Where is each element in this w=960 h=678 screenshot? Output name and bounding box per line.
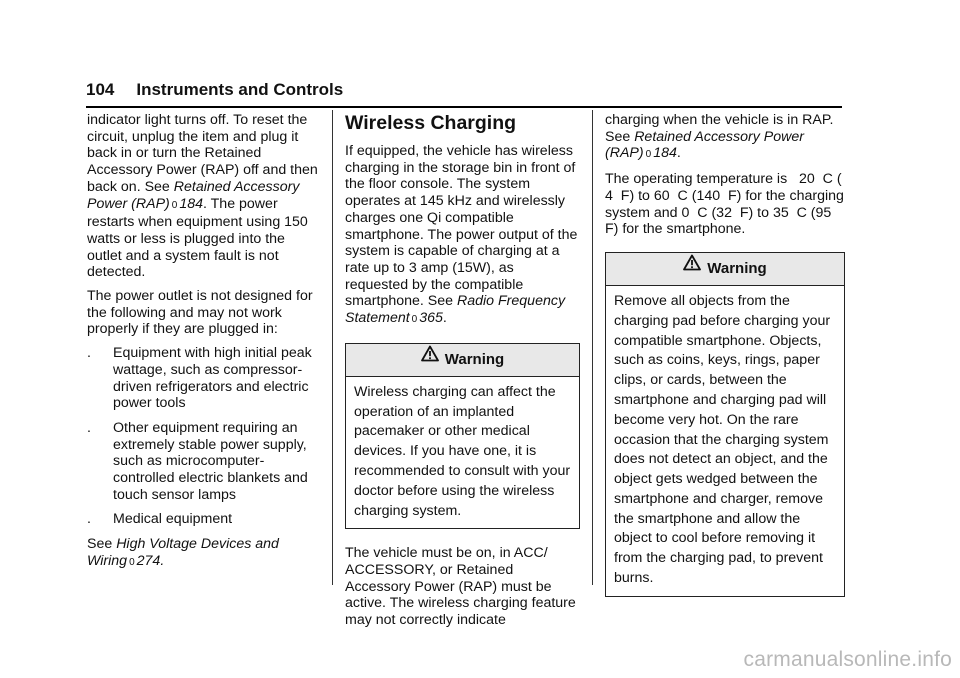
see-prefix: See (87, 536, 117, 553)
see-suffix: . (160, 552, 165, 569)
list-item (87, 345, 319, 412)
paragraph: The vehicle must be on, in ACC/ ACCESSORY, or Retained Accessory Power (RAP) must be active. The wireless charging feature may not correctly indicate (345, 545, 576, 629)
paragraph-text: charging when the vehicle is in RAP. See (605, 112, 834, 145)
page-ref-icon: 0 (645, 149, 652, 161)
paragraph-text: . (676, 145, 681, 162)
see-also (87, 536, 319, 571)
cross-reference-page[interactable]: 184 (179, 195, 204, 212)
paragraph-text: . The power restarts when equipment using 150 watts or less is plugged into the outlet and a system fault is not detected. (87, 195, 308, 281)
column-1 (87, 112, 319, 579)
paragraph-text: . (442, 310, 447, 327)
warning-header (606, 253, 844, 286)
cross-reference-link[interactable]: Retained Accessory Power (RAP) (605, 128, 804, 162)
bullet-mark: . (87, 345, 91, 362)
paragraph-text: indicator light turns off. To reset the circuit, unplug the item and plug it back in or turn the Retained Accessory Power (RAP) off and then back on. See (87, 112, 318, 195)
paragraph (87, 112, 319, 281)
cross-reference-page[interactable]: 184 (653, 145, 677, 162)
column-2 (345, 112, 580, 636)
warning-box (605, 252, 845, 597)
paragraph (605, 112, 845, 164)
column-3 (605, 112, 850, 613)
paragraph (345, 143, 580, 329)
warning-label: Warning (707, 259, 767, 277)
chapter-title: Instruments and Controls (136, 80, 344, 99)
list-item (87, 511, 319, 528)
list-item-text: Other equipment requiring an extremely stable power supply, such as microcomputer-controlled electric blankets and touch sensor lamps (113, 419, 308, 503)
cross-reference-link[interactable]: High Voltage Devices and Wiring (87, 536, 279, 569)
page-number: 104 (86, 80, 115, 99)
cross-reference-page[interactable]: 274 (136, 552, 161, 569)
list-item-text: Equipment with high initial peak wattage, such as compressor-driven refrigerators and electric power tools (113, 345, 312, 412)
bullet-mark: . (87, 511, 91, 528)
warning-box (345, 343, 580, 530)
warning-body: Remove all objects from the charging pad before charging your compatible smartphone. Objects, such as coins, keys, rings, paper clips, or cards, between the smartphone and charging pad will become very hot. On the rare occasion that the charging system does not detect an object, and the object gets wedged between the smartphone and charger, remove the smartphone and allow the object to cool before removing it from the charging pad, to prevent burns. (614, 292, 831, 587)
column-divider-1 (332, 110, 333, 585)
page-ref-icon: 0 (411, 314, 418, 326)
warning-header (346, 344, 579, 377)
paragraph: The power outlet is not designed for the following and may not work properly if they are plugged in: (87, 288, 313, 338)
page-header (86, 80, 343, 100)
watermark: carmanualsonline.info (743, 648, 952, 671)
list-item-text: Medical equipment (113, 511, 233, 528)
section-title: Wireless Charging (345, 112, 517, 134)
bullet-mark: . (87, 419, 91, 436)
warning-body: Wireless charging can affect the operation of an implanted pacemaker or other medical devices. If you have one, it is recommended to consult with your doctor before using the wireless charging system. (354, 383, 571, 519)
warning-label: Warning (444, 350, 505, 368)
page-ref-icon: 0 (171, 199, 178, 211)
cross-reference-page[interactable]: 365 (419, 310, 443, 327)
page-ref-icon: 0 (129, 556, 135, 568)
paragraph: The operating temperature is 20 C ( 4 F) to 60 C (140 F) for the charging system and 0 C (32 F) to 35 C (95 F) for the smartphone. (605, 171, 850, 238)
list-item (87, 420, 319, 504)
column-divider-2 (592, 110, 593, 585)
cross-reference-link[interactable]: Retained Accessory Power (RAP) (87, 178, 300, 212)
warning-triangle-icon (421, 342, 439, 374)
cross-reference-link[interactable]: Radio Frequency Statement (345, 293, 566, 327)
paragraph-text: If equipped, the vehicle has wireless charging in the storage bin in front of the floor console. The system operates at 145 kHz and wirelessly charges one Qi compatible smartphone. The power output of the system is capable of charging at a rate up to 3 amp (15W), as requested by the compatible smartphone. See (345, 143, 578, 310)
warning-triangle-icon (683, 251, 701, 283)
header-rule (86, 106, 842, 108)
